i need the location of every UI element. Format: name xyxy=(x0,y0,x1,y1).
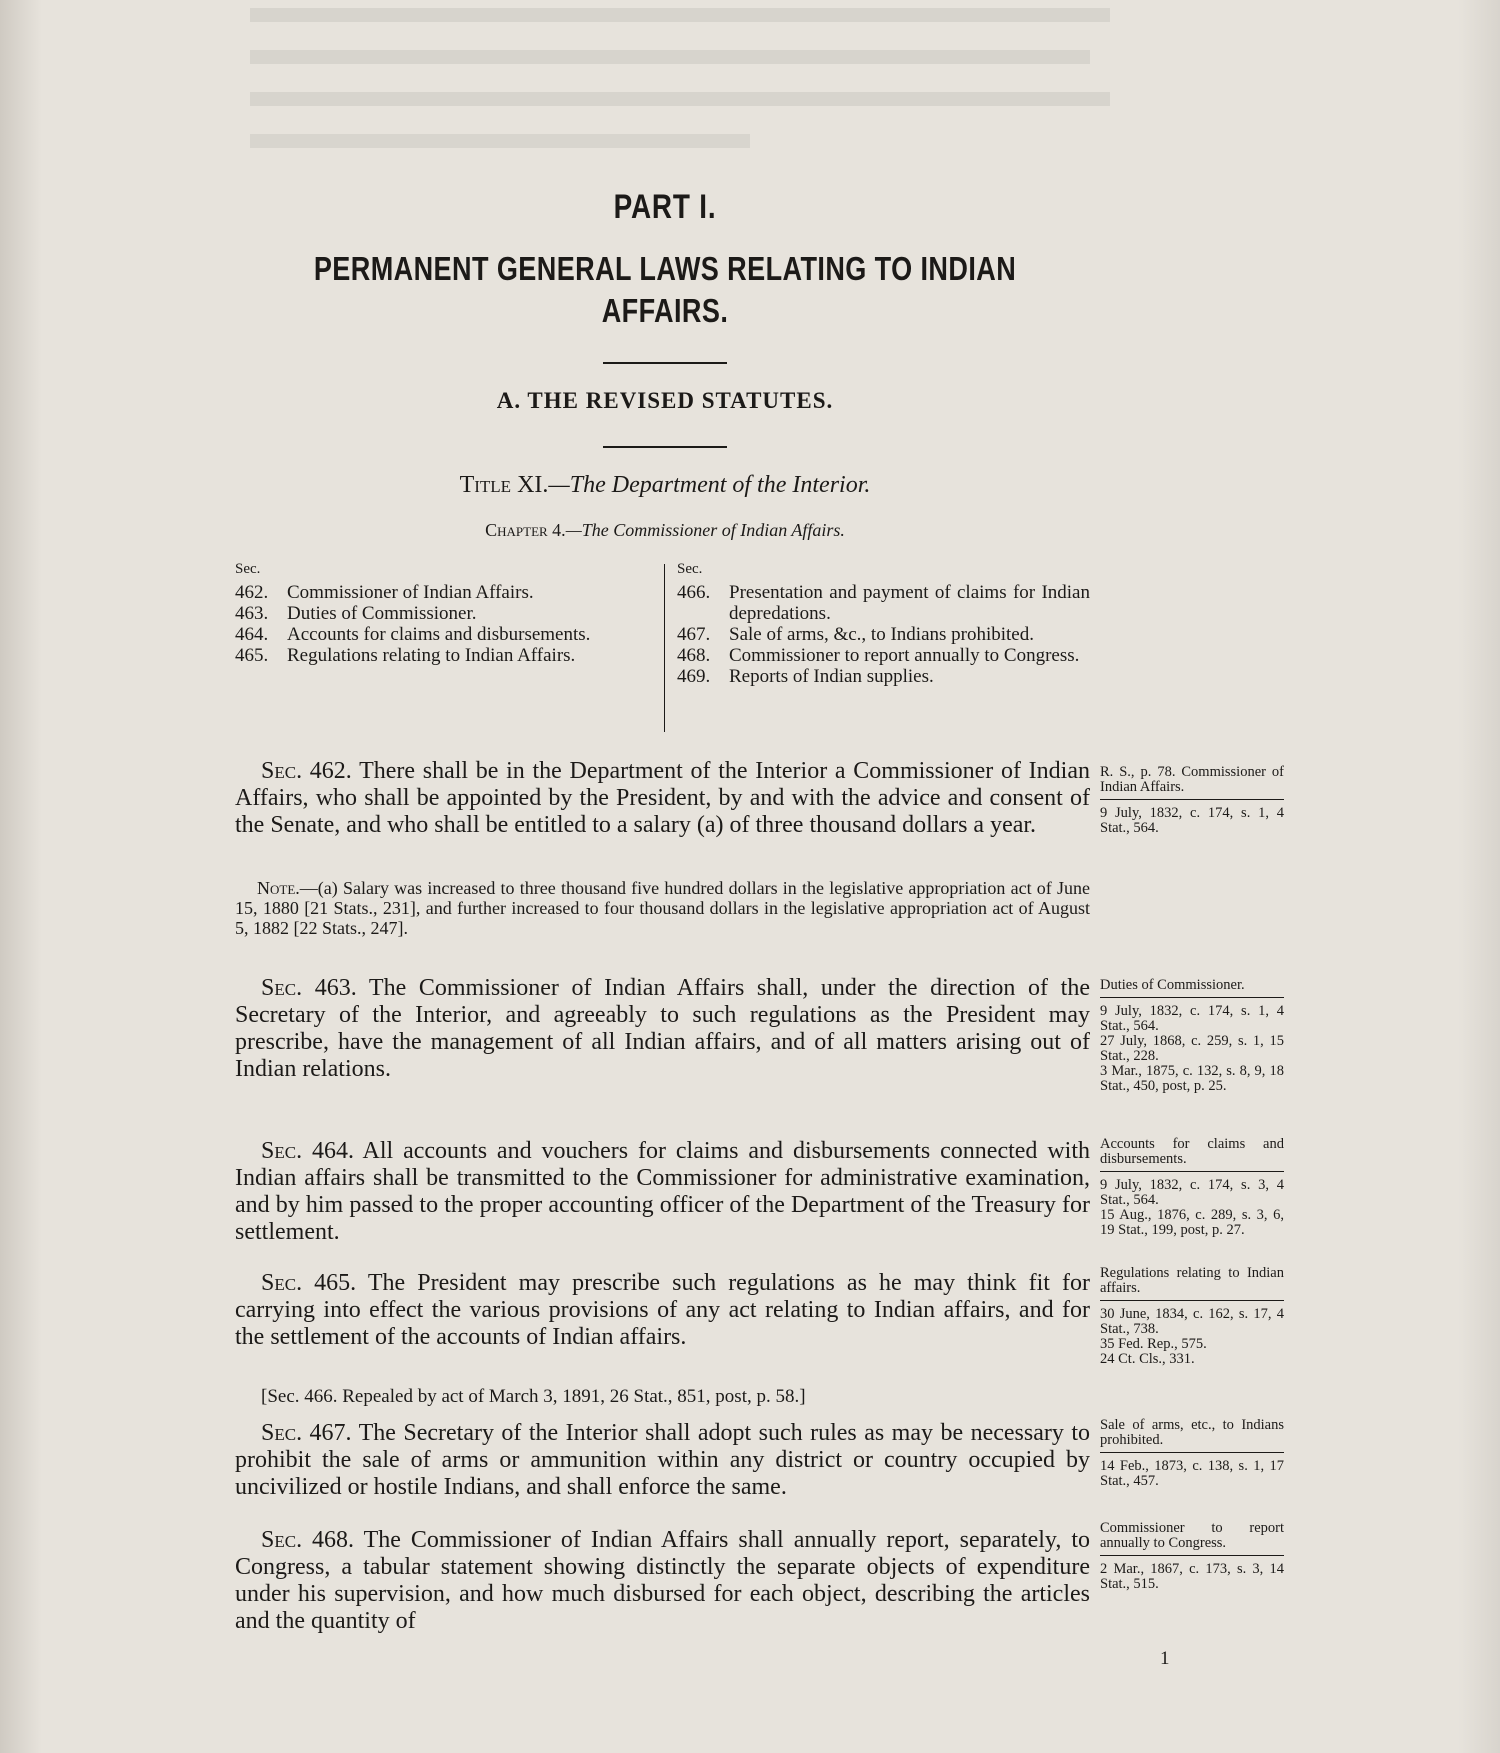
section-label: Sec. 464. xyxy=(261,1138,354,1164)
section-text: All accounts and vouchers for claims and disbursements connected with Indian affairs shall be transmitted to the Commissioner for administrative examination, and by him passed to the proper accounting officer of the Department of the Treasury for settlement. xyxy=(235,1138,1090,1245)
toc-item: 464. Accounts for claims and disbursements. xyxy=(235,624,591,645)
section-label: Sec. 462. xyxy=(261,758,352,784)
main-title-line-1: PERMANENT GENERAL LAWS RELATING TO INDIAN xyxy=(313,250,1017,287)
toc-item: 466. Presentation and payment of claims for Indian depredations. xyxy=(677,582,1090,624)
toc-sec-label: Sec. xyxy=(235,561,261,577)
margin-note-cite: 35 Fed. Rep., 575. xyxy=(1100,1336,1207,1352)
margin-note-title: R. S., p. 78. Commissioner of Indian Affairs. xyxy=(1100,764,1284,795)
toc-left-column xyxy=(235,559,640,666)
toc-item: 465. Regulations relating to Indian Affairs. xyxy=(235,645,576,666)
toc-item: 462. Commissioner of Indian Affairs. xyxy=(235,582,534,603)
note-text: —(a) Salary was increased to three thousand five hundred dollars in the legislative appropriation act of June 15, 1880 [21 Stats., 231], and further increased to four thousand dollars in the legislative appropriation act of August 5, 1882 [22 Stats., 247]. xyxy=(235,878,1090,938)
toc-right-column xyxy=(677,559,1090,687)
section-label: Sec. 467. xyxy=(261,1420,352,1446)
part-heading: PART I. xyxy=(613,188,717,226)
section-label: Sec. 468. xyxy=(261,1527,355,1553)
divider-1 xyxy=(603,362,727,364)
toc-item: 467. Sale of arms, &c., to Indians prohibited. xyxy=(677,624,1034,645)
section-text: The Commissioner of Indian Affairs shall, under the direction of the Secretary of the Interior, and agreeably to such regulations as the President may prescribe, have the management of all Indian affairs, and of all matters arising out of Indian relations. xyxy=(235,975,1090,1082)
chapter-heading xyxy=(235,520,1095,541)
note-label: Note. xyxy=(257,878,300,898)
margin-note-cite: 24 Ct. Cls., 331. xyxy=(1100,1351,1195,1367)
margin-note-cite: 15 Aug., 1876, c. 289, s. 3, 6, 19 Stat., 199, post, p. 27. xyxy=(1100,1207,1284,1238)
title-name: —The Department of the Interior. xyxy=(548,472,871,498)
section-text: The President may prescribe such regulations as he may think fit for carrying into effect the various provisions of any act relating to Indian affairs, and for the settlement of the accounts of Indian affairs. xyxy=(235,1270,1090,1350)
margin-note-463 xyxy=(1100,978,1284,1094)
margin-note-title: Commissioner to report annually to Congress. xyxy=(1100,1520,1284,1551)
margin-note-title: Sale of arms, etc., to Indians prohibited. xyxy=(1100,1417,1284,1448)
toc-item: 469. Reports of Indian supplies. xyxy=(677,666,934,687)
section-text: The Secretary of the Interior shall adopt such rules as may be necessary to prohibit the sale of arms or ammunition within any district or country occupied by uncivilized or hostile Indians, and shall enforce the same. xyxy=(235,1420,1090,1500)
main-title xyxy=(312,248,1017,332)
repealed-466: [Sec. 466. Repealed by act of March 3, 1891, 26 Stat., 851, post, p. 58.] xyxy=(261,1386,806,1407)
margin-note-title: Accounts for claims and disbursements. xyxy=(1100,1136,1284,1167)
margin-note-468 xyxy=(1100,1521,1284,1592)
chapter-label: Chapter 4. xyxy=(485,520,566,540)
margin-note-467 xyxy=(1100,1418,1284,1489)
bleed-through-top xyxy=(250,0,1110,160)
section-464 xyxy=(235,1138,1090,1246)
section-465 xyxy=(235,1270,1090,1351)
toc-column-divider xyxy=(664,564,665,732)
margin-note-title: Duties of Commissioner. xyxy=(1100,977,1245,993)
section-462 xyxy=(235,758,1090,839)
margin-note-cite: 14 Feb., 1873, c. 138, s. 1, 17 Stat., 457. xyxy=(1100,1458,1284,1489)
section-468 xyxy=(235,1527,1090,1635)
section-label: Sec. 463. xyxy=(261,975,357,1001)
book-gutter-left xyxy=(0,0,42,1753)
section-label: Sec. 465. xyxy=(261,1270,357,1296)
title-heading xyxy=(235,472,1095,499)
note-462 xyxy=(235,878,1090,938)
section-463 xyxy=(235,975,1090,1083)
section-text: There shall be in the Department of the Interior a Commissioner of Indian Affairs, who shall be appointed by the President, by and with the advice and consent of the Senate, and who shall be entitled to a salary (a) of three thousand dollars a year. xyxy=(235,758,1090,838)
margin-note-cite: 9 July, 1832, c. 174, s. 1, 4 Stat., 564. xyxy=(1100,805,1284,836)
margin-note-title: Regulations relating to Indian affairs. xyxy=(1100,1265,1284,1296)
margin-note-cite: 9 July, 1832, c. 174, s. 1, 4 Stat., 564. xyxy=(1100,1003,1284,1034)
main-title-line-2: AFFAIRS. xyxy=(601,292,729,329)
margin-note-cite: 9 July, 1832, c. 174, s. 3, 4 Stat., 564. xyxy=(1100,1177,1284,1208)
toc-sec-label: Sec. xyxy=(677,561,703,577)
page-number: 1 xyxy=(1160,1648,1170,1669)
margin-note-464 xyxy=(1100,1137,1284,1238)
margin-note-cite: 2 Mar., 1867, c. 173, s. 3, 14 Stat., 515. xyxy=(1100,1561,1284,1592)
book-gutter-right xyxy=(1458,0,1500,1753)
margin-note-cite: 27 July, 1868, c. 259, s. 1, 15 Stat., 228. xyxy=(1100,1033,1284,1064)
title-label: Title XI. xyxy=(459,472,549,498)
toc-item: 463. Duties of Commissioner. xyxy=(235,603,477,624)
margin-note-465 xyxy=(1100,1266,1284,1367)
subtitle: A. THE REVISED STATUTES. xyxy=(496,388,834,413)
margin-note-cite: 3 Mar., 1875, c. 132, s. 8, 9, 18 Stat., 450, post, p. 25. xyxy=(1100,1063,1284,1094)
margin-note-cite: 30 June, 1834, c. 162, s. 17, 4 Stat., 738. xyxy=(1100,1306,1284,1337)
chapter-name: —The Commissioner of Indian Affairs. xyxy=(565,520,845,540)
divider-2 xyxy=(603,446,727,448)
section-467 xyxy=(235,1420,1090,1501)
margin-note-462 xyxy=(1100,765,1284,836)
section-text: The Commissioner of Indian Affairs shall annually report, separately, to Congress, a tabular statement showing distinctly the separate objects of expenditure under his supervision, and how much disbursed for each object, describing the articles and the quantity of xyxy=(235,1527,1090,1634)
toc-item: 468. Commissioner to report annually to Congress. xyxy=(677,645,1080,666)
